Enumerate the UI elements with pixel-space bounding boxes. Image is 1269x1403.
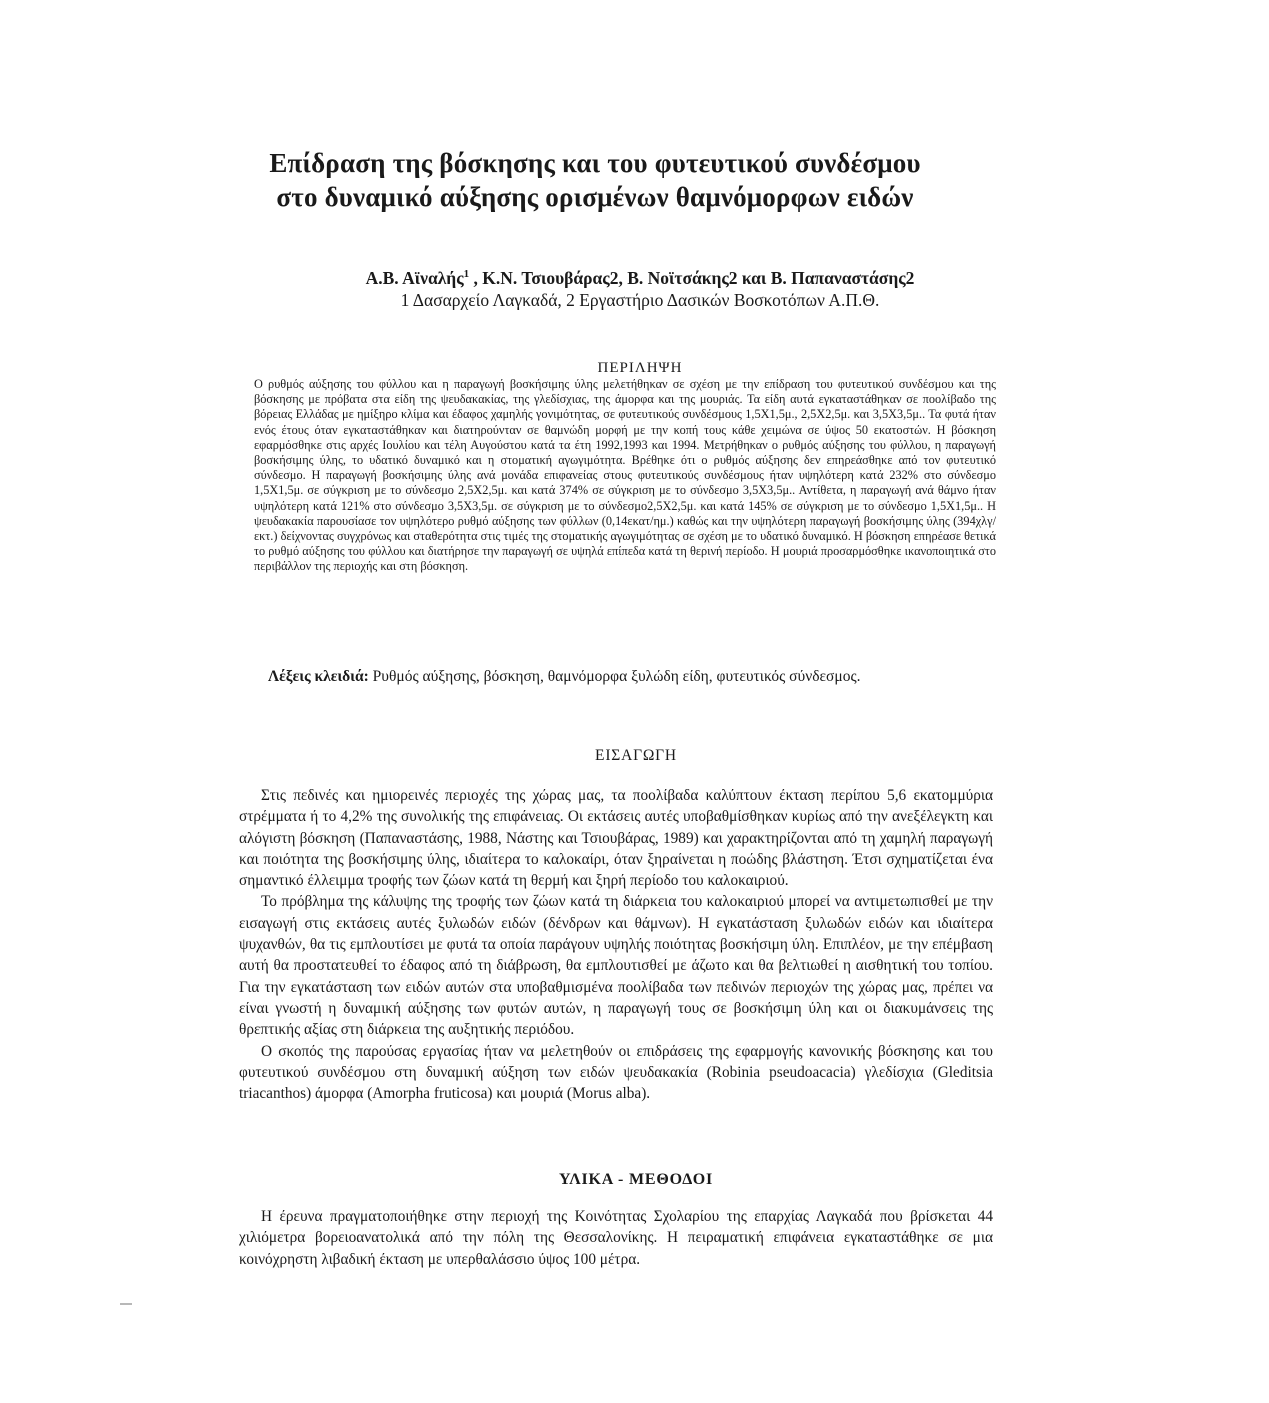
keywords-text: Ρυθμός αύξησης, βόσκηση, θαμνόμορφα ξυλώδη είδη, φυτευτικός σύνδεσμος. (368, 668, 861, 685)
methods-paragraph-1 (239, 1206, 993, 1270)
abstract-heading: ΠΕΡΙΛΗΨΗ (597, 360, 683, 376)
intro-paragraph-3 (239, 1041, 993, 1105)
keywords-label: Λέξεις κλειδιά: (268, 668, 369, 685)
author-list (240, 262, 1040, 290)
intro-paragraph-1 (239, 785, 993, 891)
title-line-1: Επίδραση της βόσκησης και του φυτευτικού συνδέσμου (269, 148, 921, 178)
methods-body (239, 1206, 993, 1270)
abstract-text: Ο ρυθμός αύξησης του φύλλου και η παραγωγή βοσκήσιμης ύλης μελετήθηκαν σε σχέση με την επίδραση του φυτευτικού συνδέσμου και της βόσκησης με πρόβατα στα είδη της ψευδακακίας, της γλεδίσχιας, της άμορφα και της μουριάς. Τα είδη αυτά εγκαταστάθηκαν σε ποολίβαδο της βόρειας Ελλάδας με ημίξηρο κλίμα και έδαφος χαμηλής γονιμότητας, σε φυτευτικούς συνδέσμους 1,5Χ1,5μ., 2,5Χ2,5μ. και 3,5Χ3,5μ.. Τα φυτά ήταν ενός έτους όταν εγκαταστάθηκαν και διατηρούνταν σε θαμνώδη μορφή με την κοπή τους κάθε χειμώνα σε ύψος 50 εκατοστών. Η βόσκηση εφαρμόσθηκε στις αρχές Ιουλίου και τέλη Αυγούστου κατά τα έτη 1992,1993 και 1994. Μετρήθηκαν ο ρυθμός αύξησης του φύλλου, η παραγωγή βοσκήσιμης ύλης, το υδατικό δυναμικό και η στοματική αγωγιμότητα. Βρέθηκε ότι ο ρυθμός αύξησης δεν επηρεάσθηκε από τον φυτευτικό σύνδεσμο. Η παραγωγή βοσκήσιμης ύλης ανά μονάδα επιφανείας στους φυτευτικούς συνδέσμους ήταν υψηλότερη κατά 232% στο σύνδεσμο 1,5Χ1,5μ. σε σύγκριση με το σύνδεσμο 2,5Χ2,5μ. και κατά 374% σε σύγκριση με το σύνδεσμο 3,5Χ3,5μ.. Αντίθετα, η παραγωγή ανά θάμνο ήταν υψηλότερη κατά 121% στο σύνδεσμο 3,5Χ3,5μ. σε σύγκριση με το σύνδεσμο2,5Χ2,5μ. και κατά 145% σε σύγκριση με το σύνδεσμο 1,5Χ1,5μ.. Η ψευδακακία παρουσίασε τον υψηλότερο ρυθμό αύξησης των φύλλων (0,14εκατ/ημ.) καθώς και την υψηλότερη παραγωγή βοσκήσιμης ύλης (394χλγ/εκτ.) δείχνοντας συγχρόνως και σταθερότητα στις τιμές της στοματικής αγωγιμότητας σε σχέση με το υδατικό δυναμικό. Η βόσκηση επηρέασε θετικά το ρυθμό αύξησης του φύλλου και διατήρησε την παραγωγή σε υψηλά επίπεδα κατά τη θερινή περίοδο. Η μουριά προσαρμόσθηκε ικανοποιητικά στο περιβάλλον της περιοχής και στη βόσκηση. (254, 377, 996, 574)
intro-paragraph-2 (239, 891, 993, 1040)
scan-artifact-mark (120, 1303, 132, 1305)
other-authors: , Κ.Ν. Τσιουβάρας2, Β. Νοϊτσάκης2 και Β. Παπαναστάσης2 (469, 267, 915, 288)
first-author-affiliation-mark: 1 (463, 268, 470, 280)
intro-paragraph-3-text: Ο σκοπός της παρούσας εργασίας ήταν να μελετηθούν οι επιδράσεις της εφαρμογής κανονικής βόσκησης και του φυτευτικού συνδέσμου στη δυναμική αύξηση των ειδών ψευδακακία (Robinia pseudoacacia) γλεδίσχια (Gleditsia triacanthos) άμορφα (Amorpha fruticosa) και μουριά (Morus alba). (239, 1042, 993, 1103)
author-affiliations: 1 Δασαρχείο Λαγκαδά, 2 Εργαστήριο Δασικών Βοσκοτόπων Α.Π.Θ. (400, 290, 880, 310)
paper-title (220, 146, 970, 214)
methods-heading: ΥΛΙΚΑ - ΜΕΘΟΔΟΙ (559, 1171, 713, 1188)
title-line-2: στο δυναμικό αύξησης ορισμένων θαμνόμορφων ειδών (276, 182, 914, 212)
keywords (268, 667, 1008, 687)
first-author: Α.Β. Αϊναλής (365, 267, 464, 288)
introduction-body (239, 785, 993, 1104)
methods-paragraph-1-text: Η έρευνα πραγματοποιήθηκε στην περιοχή της Κοινότητας Σχολαρίου της επαρχίας Λαγκαδά που βρίσκεται 44 χιλιόμετρα βορειοανατολικά από την πόλη της Θεσσαλονίκης. Η πειραματική επιφάνεια εγκαταστάθηκε σε μια κοινόχρηστη λιβαδική έκταση με υπερθαλάσσιο ύψος 100 μέτρα. (239, 1208, 993, 1268)
intro-paragraph-2-text: Το πρόβλημα της κάλυψης της τροφής των ζώων κατά τη διάρκεια του καλοκαιριού μπορεί να αντιμετωπισθεί με την εισαγωγή στις εκτάσεις αυτές ξυλωδών ειδών (δένδρων και θάμνων). Η εγκατάσταση ξυλωδών ειδών και ιδιαίτερα ψυχανθών, θα τις εμπλουτίσει με φυτά τα οποία παράγουν υψηλής ποιότητας βοσκήσιμη ύλη. Επιπλέον, με την επέμβαση αυτή θα προστατευθεί το έδαφος από τη διάβρωση, θα εμπλουτισθεί με άζωτο και θα βελτιωθεί η αισθητική του τοπίου. Για την εγκατάσταση των ειδών αυτών στα υποβαθμισμένα ποολίβαδα των πεδινών περιοχών της χώρας μας, πρέπει να είναι γνωστή η δυναμική αύξησης των φυτών αυτών, η παραγωγή τους σε βοσκήσιμη ύλη και οι διακυμάνσεις της θρεπτικής αξίας στη διάρκεια της αυξητικής περιόδου. (239, 893, 993, 1039)
intro-paragraph-1-text: Στις πεδινές και ημιορεινές περιοχές της χώρας μας, τα ποολίβαδα καλύπτουν έκταση περίπου 5,6 εκατομμύρια στρέμματα ή το 4,2% της συνολικής της επιφάνειας. Οι εκτάσεις αυτές υποβαθμίσθηκαν κυρίως από την ανεξέλεγκτη και αλόγιστη βόσκηση (Παπαναστάσης, 1988, Νάστης και Τσιουβάρας, 1989) και χαρακτηρίζονται από τη χαμηλή παραγωγή και ποιότητα της βοσκήσιμης ύλης, ιδιαίτερα το καλοκαίρι, όταν ξηραίνεται η ποώδης βλάστηση. Έτσι σχηματίζεται ένα σημαντικό έλλειμμα τροφής των ζώων κατά τη θερμή και ξηρή περίοδο του καλοκαιριού. (239, 787, 993, 890)
introduction-heading: ΕΙΣΑΓΩΓΗ (595, 747, 677, 764)
